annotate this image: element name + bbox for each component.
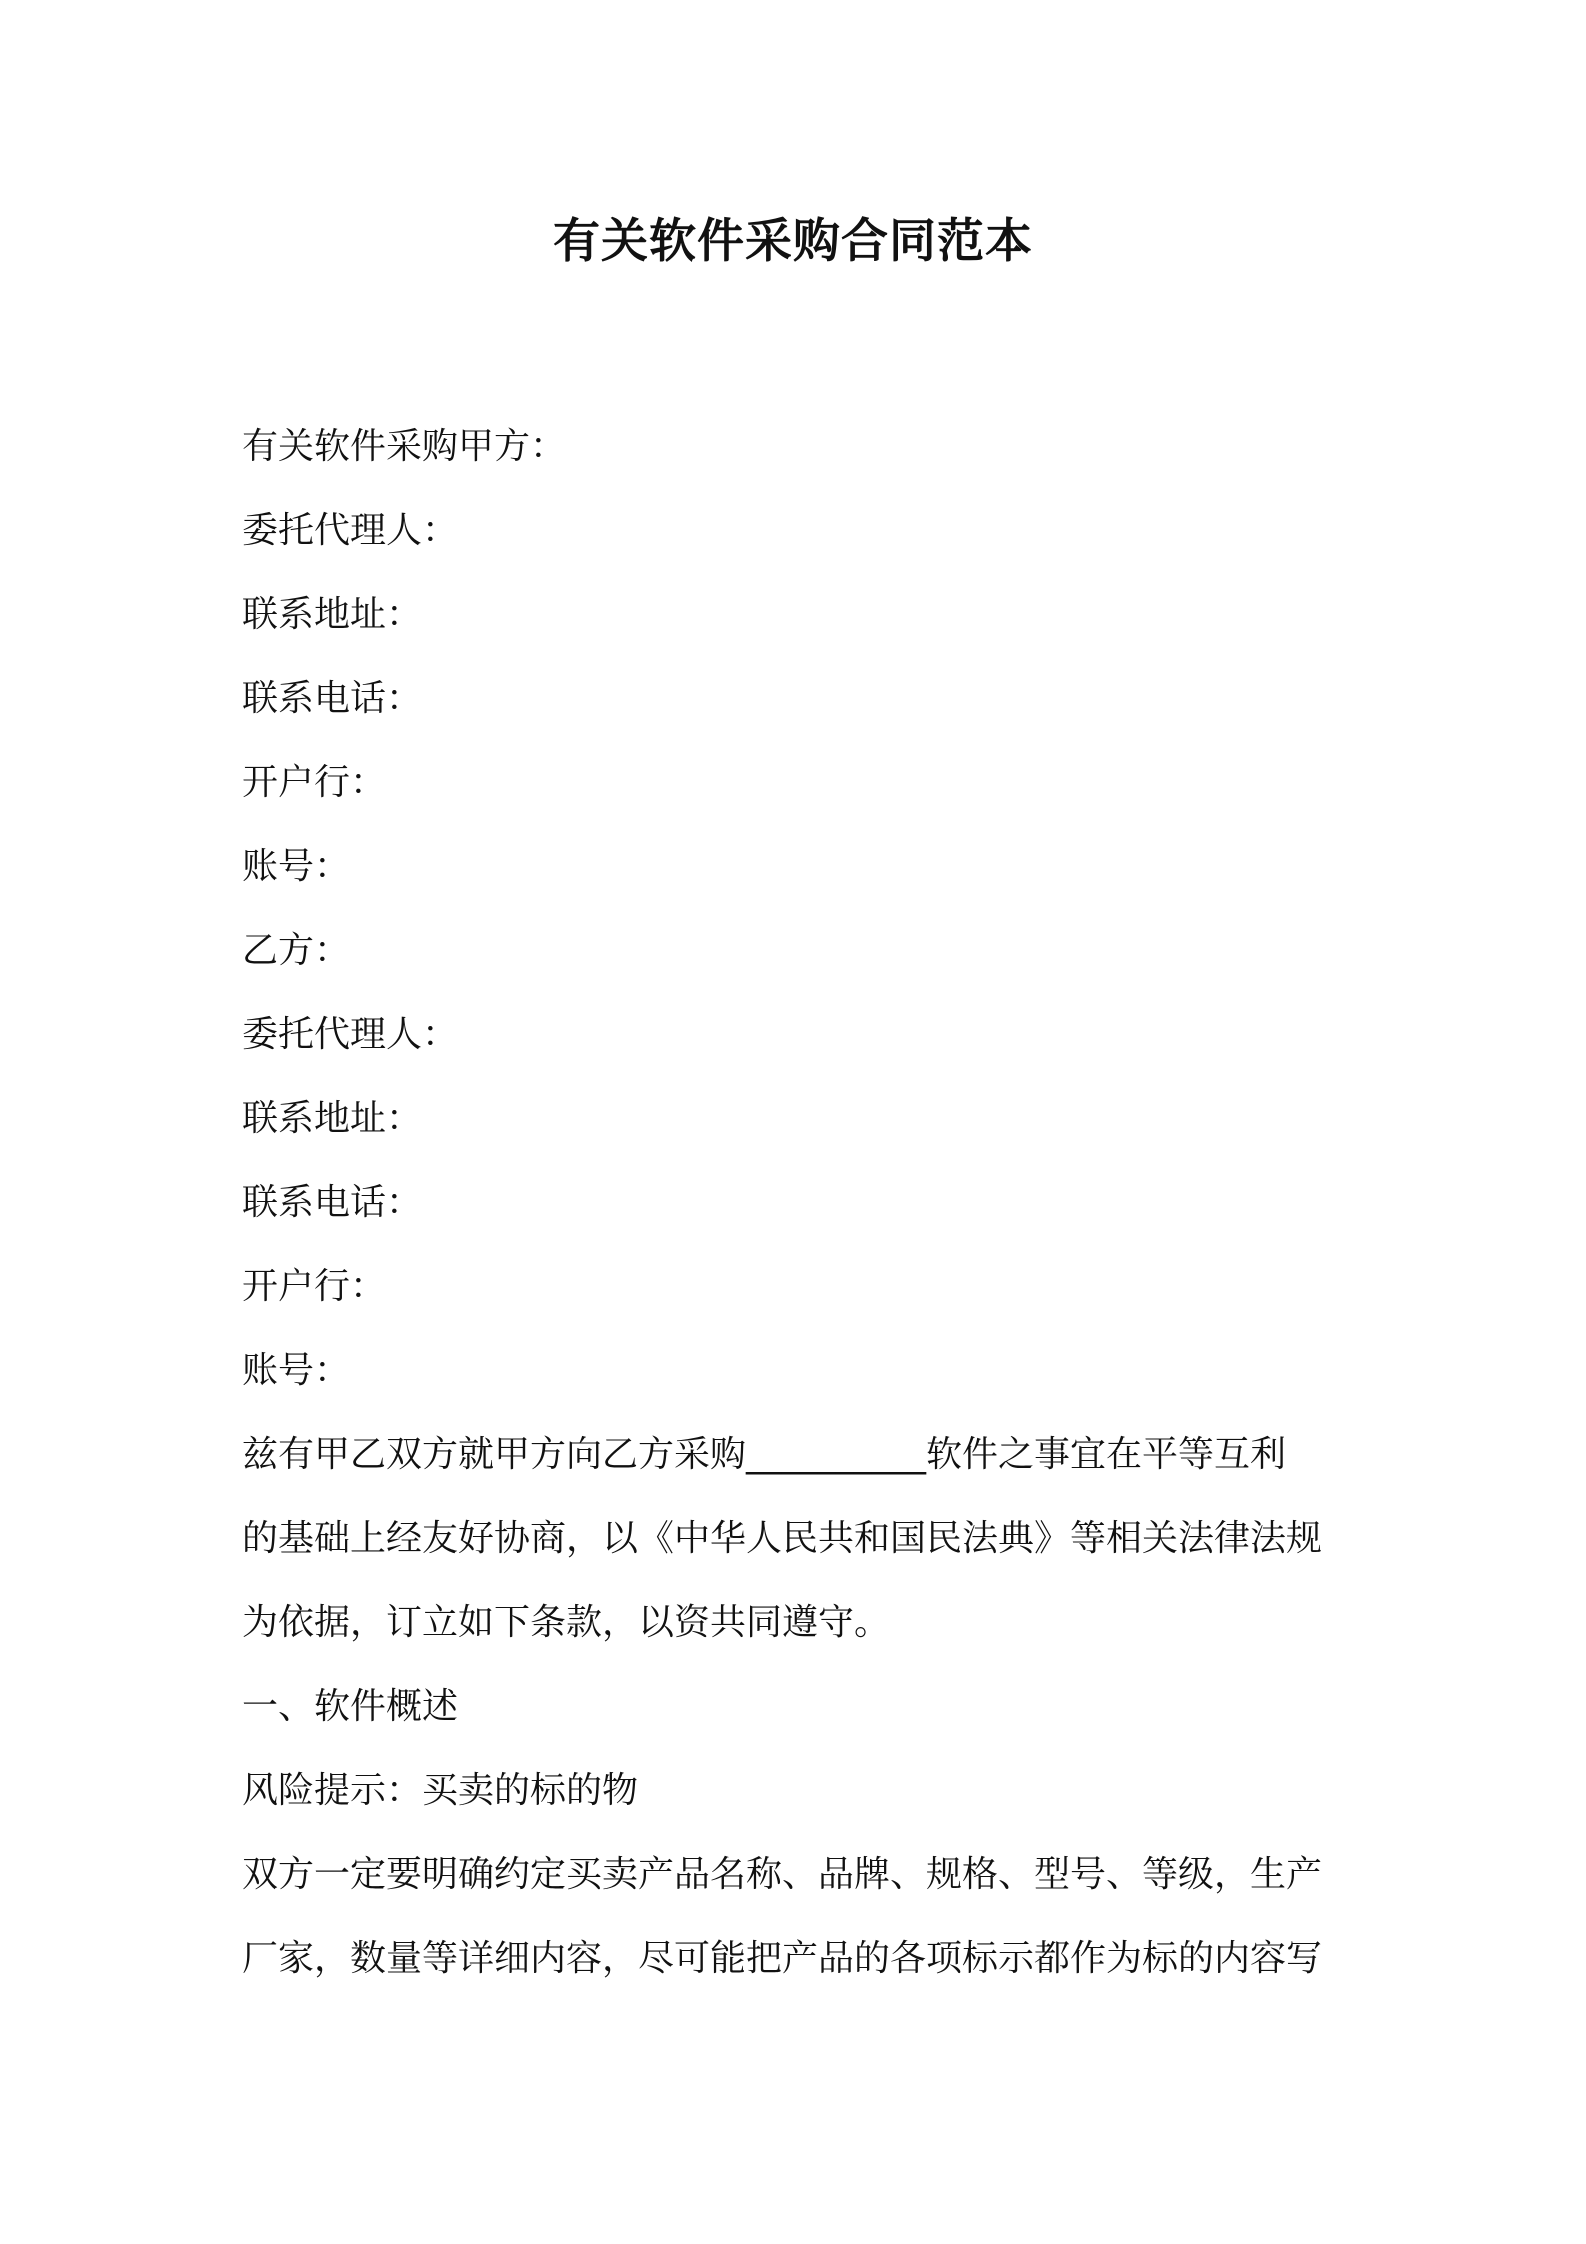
party-a-bank-label: 开户行： (242, 762, 387, 803)
preamble-line-3: 为依据，订立如下条款，以资共同遵守。 (242, 1602, 891, 1643)
party-b-account-label: 账号： (242, 1350, 351, 1391)
party-a-account-label: 账号： (242, 846, 351, 887)
party-a-agent-label: 委托代理人： (242, 510, 459, 551)
risk-tip: 风险提示：买卖的标的物 (242, 1770, 639, 1811)
party-b-agent-label: 委托代理人： (242, 1014, 459, 1055)
party-b-address-label: 联系地址： (242, 1098, 423, 1139)
party-a-phone-label: 联系电话： (242, 678, 423, 719)
preamble-line-1: 兹有甲乙双方就甲方向乙方采购__________软件之事宜在平等互利 (242, 1434, 1287, 1475)
party-b-bank-label: 开户行： (242, 1266, 387, 1307)
document-body (242, 405, 1362, 2001)
party-b-phone-label: 联系电话： (242, 1182, 423, 1223)
party-a-address-label: 联系地址： (242, 594, 423, 635)
section-1-heading: 一、软件概述 (242, 1686, 459, 1727)
document-title: 有关软件采购合同范本 (553, 214, 1033, 269)
party-b-name-label: 乙方： (242, 930, 351, 971)
section-1-body-line-2: 厂家，数量等详细内容，尽可能把产品的各项标示都作为标的内容写 (242, 1938, 1323, 1979)
preamble-line-2: 的基础上经友好协商，以《中华人民共和国民法典》等相关法律法规 (242, 1518, 1323, 1559)
section-1-body-line-1: 双方一定要明确约定买卖产品名称、品牌、规格、型号、等级，生产 (242, 1854, 1323, 1895)
party-a-name-label: 有关软件采购甲方： (242, 426, 567, 467)
